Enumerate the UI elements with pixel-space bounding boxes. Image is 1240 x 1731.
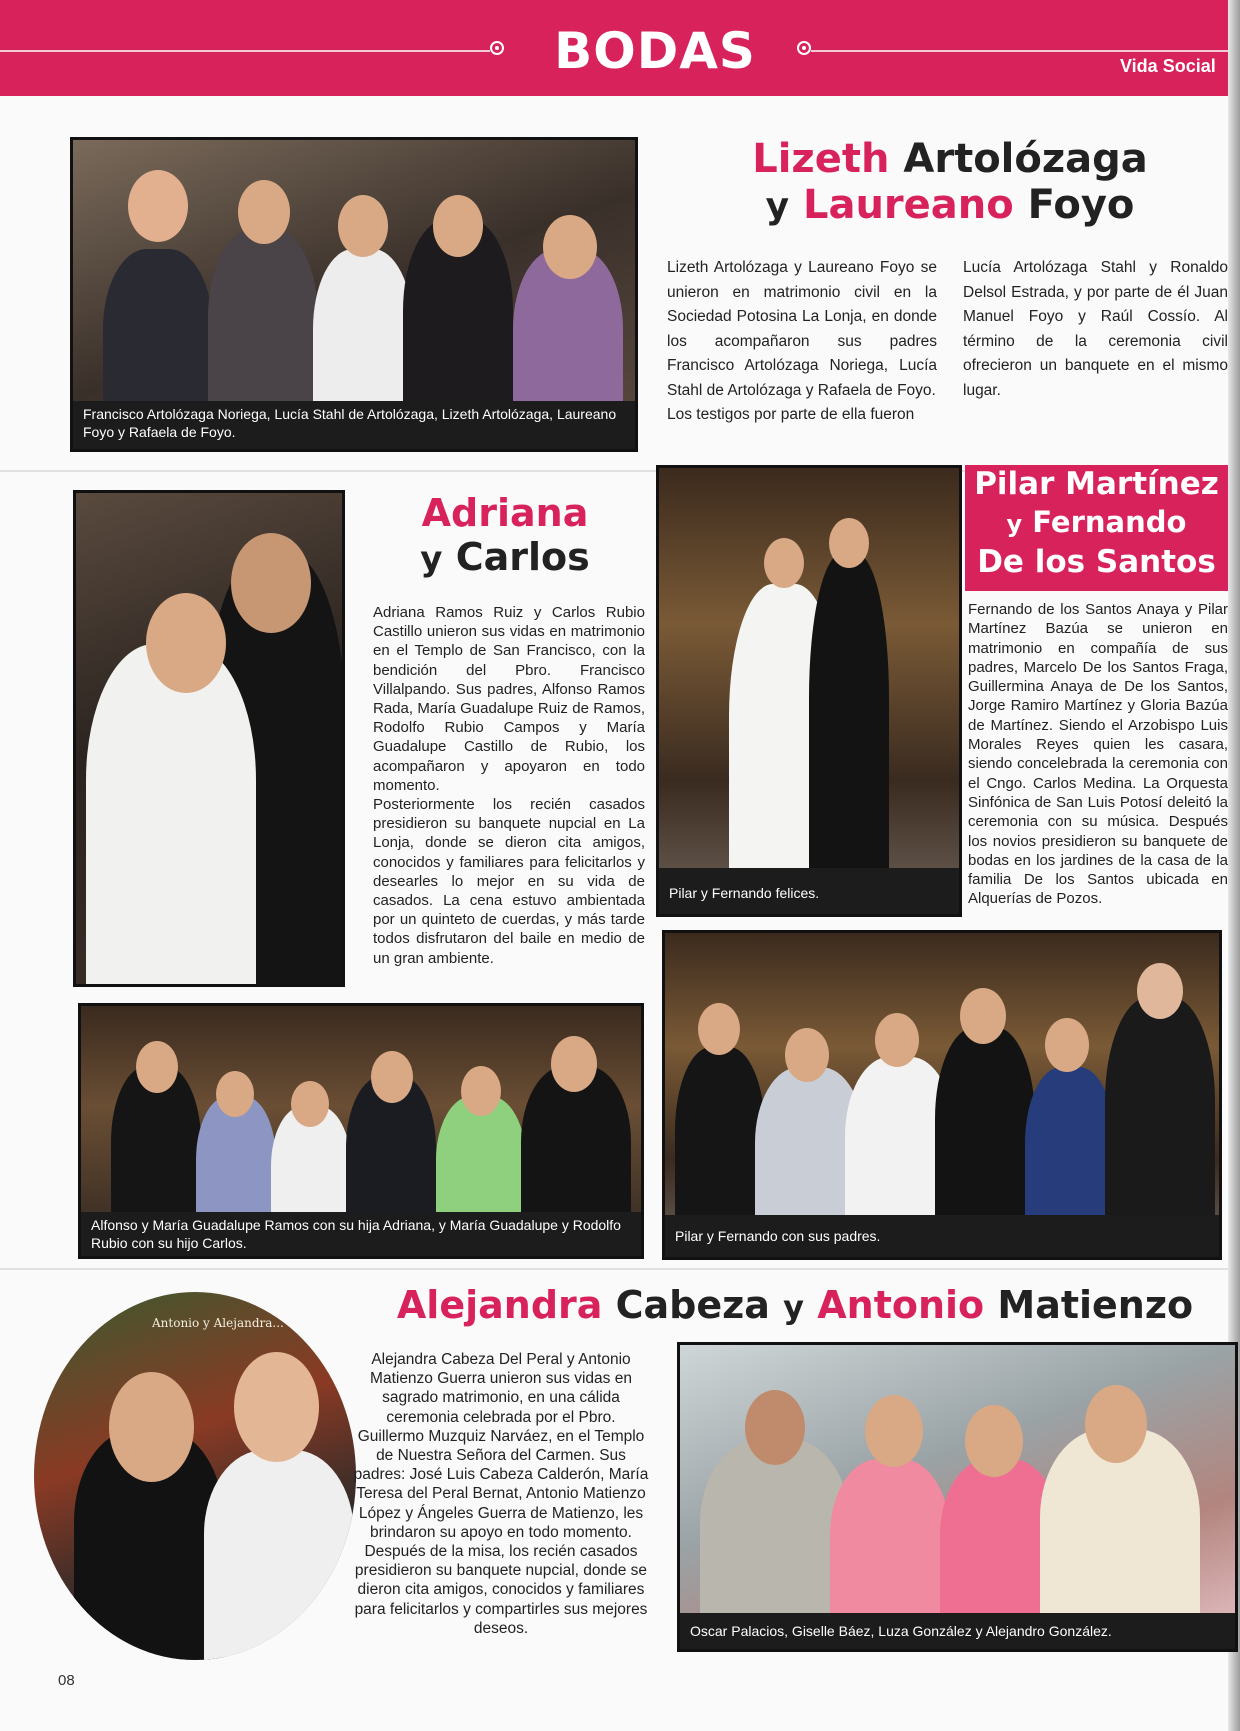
section-divider xyxy=(0,1268,1228,1270)
article1-column-1 xyxy=(667,256,937,428)
photo-face xyxy=(551,1036,597,1092)
photo-face xyxy=(231,533,311,633)
title-conjunction: y xyxy=(420,538,443,579)
title-firstname-2: Laureano xyxy=(802,182,1014,228)
article2-title xyxy=(360,492,650,579)
photo-pilar-fernando-felices xyxy=(656,465,962,917)
photo-face xyxy=(433,195,483,257)
photo-face xyxy=(829,518,869,568)
article2-paragraph: Posteriormente los recién casados presidieron su banquete nupcial en La Lonja, donde se dieron cita amigos, conocidos y familiares para felicitarlos y desearles lo mejor en su vida de casados. La cena estuvo ambientada por un quinteto de cuerdas, y más tarde todos disfrutaron del baile en medio de un gran ambiente. xyxy=(373,796,645,967)
photo-face xyxy=(371,1051,413,1103)
article2-body xyxy=(373,603,645,968)
article3-body: Fernando de los Santos Anaya y Pilar Martínez Bazúa se unieron en matrimonio en compañía de sus padres, Marcelo De los Santos Fraga, Guillermina Anaya de De los Santos, Jorge Ramiro Martínez y Gloria Bazúa de Martínez. Siendo el Arzobispo Luis Morales Reyes quien les casara, siendo concelebrada la ceremonia con el Cngo. Carlos Medina. La Orquesta Sinfónica de San Luis Potosí deleitó la ceremonia con su música. Después los novios presidieron su banquete de bodas en los jardines de la casa de la familia De los Santos ubicada en Alquerías de Pozos. xyxy=(968,601,1228,908)
photo-face xyxy=(764,538,804,588)
photo-face xyxy=(1085,1385,1147,1463)
photo-figure xyxy=(809,554,889,914)
photo-face xyxy=(128,170,188,242)
header-bullet-left-icon xyxy=(490,41,504,55)
photo-caption: Pilar y Fernando con sus padres. xyxy=(665,1215,1219,1257)
header-rule-right xyxy=(811,50,1228,52)
photo-face xyxy=(875,1013,919,1067)
title-firstname-1: Alejandra xyxy=(396,1283,603,1327)
photo-overlay-label: Antonio y Alejandra... xyxy=(152,1316,284,1330)
article1-paragraph: Los testigos por parte de ella fueron xyxy=(667,406,915,423)
photo-caption: Alfonso y María Guadalupe Ramos con su hija Adriana, y María Guadalupe y Rodolfo Rubio con su hijo Carlos. xyxy=(81,1212,641,1256)
title-firstname-1: Lizeth xyxy=(752,136,890,182)
photo-face xyxy=(1045,1018,1089,1072)
photo-adriana-carlos-couple xyxy=(73,490,345,987)
photo-pilar-fernando-parents xyxy=(662,930,1222,1260)
photo-face xyxy=(965,1405,1023,1477)
title-conjunction: y xyxy=(783,1288,804,1326)
article1-paragraph: Lizeth Artolózaga y Laureano Foyo se unieron en matrimonio civil en la Sociedad Potosina La Lonja, en donde los acompañaron sus padres Francisco Artolózaga Noriega, Lucía Stahl de Artolózaga y Rafaela de Foyo. xyxy=(667,259,937,399)
photo-caption: Francisco Artolózaga Noriega, Lucía Stahl de Artolózaga, Lizeth Artolózaga, Laureano Foyo y Rafaela de Foyo. xyxy=(73,401,635,449)
photo-face xyxy=(461,1066,501,1116)
photo-face xyxy=(865,1395,923,1467)
photo-face xyxy=(136,1041,178,1093)
photo-caption: Oscar Palacios, Giselle Báez, Luza González y Alejandro González. xyxy=(680,1613,1235,1649)
article3-title-box xyxy=(965,465,1228,591)
article1-title xyxy=(680,136,1220,228)
title-lastname-2: Foyo xyxy=(1027,182,1135,228)
photo-face xyxy=(238,180,290,244)
title-firstname-1: Adriana xyxy=(421,491,589,535)
photo-face xyxy=(338,195,388,257)
article4-title xyxy=(395,1284,1195,1328)
photo-figure xyxy=(204,1450,354,1660)
title-lastname-1: Artolózaga xyxy=(903,136,1148,182)
title-firstname-2: Carlos xyxy=(455,534,590,579)
title-lastname-1: Cabeza xyxy=(615,1283,770,1327)
article1-column-2: Lucía Artolózaga Stahl y Ronaldo Delsol Estrada, y por parte de él Juan Manuel Foyo y Raúl Cossío. Al término de la ceremonia civil ofrecieron un banquete en el mismo lugar. xyxy=(963,259,1228,399)
title-lastname-2: Matienzo xyxy=(997,1283,1194,1327)
photo-alejandra-antonio-circle xyxy=(34,1292,356,1660)
photo-face xyxy=(1137,963,1183,1019)
title-line-2: Fernando xyxy=(1032,505,1187,539)
article4-body: Alejandra Cabeza Del Peral y Antonio Matienzo Guerra unieron sus vidas en sagrado matrimonio, en una cálida ceremonia celebrada por el Pbro. Guillermo Muzquiz Narváez, en el Templo de Nuestra Señora del Carmen. Sus padres: José Luis Cabeza Calderón, María Teresa del Peral Bernat, Antonio Matienzo López y Ángeles Guerra de Matienzo, les brindaron su apoyo en todo momento. Después de la misa, los recién casados presidieron su banquete nupcial, donde se dieron cita amigos, conocidos y familiares para felicitarlos y compartirles sus mejores deseos. xyxy=(353,1351,649,1637)
article2-paragraph: Adriana Ramos Ruiz y Carlos Rubio Castillo unieron sus vidas en matrimonio en el Templo de San Francisco, con la bendición del Pbro. Francisco Villalpando. Sus padres, Alfonso Ramos Rada, María Guadalupe Ruiz de Ramos, Rodolfo Rubio Campos y María Guadalupe Castillo de Rubio, los acompañaron y apoyaron en todo momento. xyxy=(373,604,645,794)
photo-face xyxy=(234,1352,319,1462)
title-line-3: De los Santos xyxy=(977,544,1216,580)
photo-face xyxy=(291,1081,329,1127)
header-title: BODAS xyxy=(554,22,756,80)
photo-artolozaga-foyo-family xyxy=(70,137,638,452)
photo-face xyxy=(785,1028,829,1082)
photo-face xyxy=(960,988,1006,1044)
photo-face xyxy=(109,1372,194,1482)
page-number: 08 xyxy=(58,1672,75,1689)
photo-face xyxy=(146,593,226,693)
title-conjunction: y xyxy=(765,186,790,227)
title-conjunction: y xyxy=(1006,510,1023,538)
photo-caption: Pilar y Fernando felices. xyxy=(659,868,959,914)
photo-face xyxy=(698,1003,740,1055)
photo-friends-table xyxy=(677,1342,1238,1652)
photo-adriana-carlos-parents xyxy=(78,1003,644,1259)
photo-face xyxy=(543,215,597,279)
photo-figure xyxy=(86,644,256,984)
photo-face xyxy=(216,1071,254,1117)
header-bullet-right-icon xyxy=(797,41,811,55)
header-section-label: Vida Social xyxy=(1120,56,1216,76)
title-line-1: Pilar Martínez xyxy=(974,466,1219,502)
title-firstname-2: Antonio xyxy=(817,1283,985,1327)
photo-face xyxy=(745,1390,805,1465)
header-rule-left xyxy=(0,50,490,52)
section-header xyxy=(0,0,1240,96)
